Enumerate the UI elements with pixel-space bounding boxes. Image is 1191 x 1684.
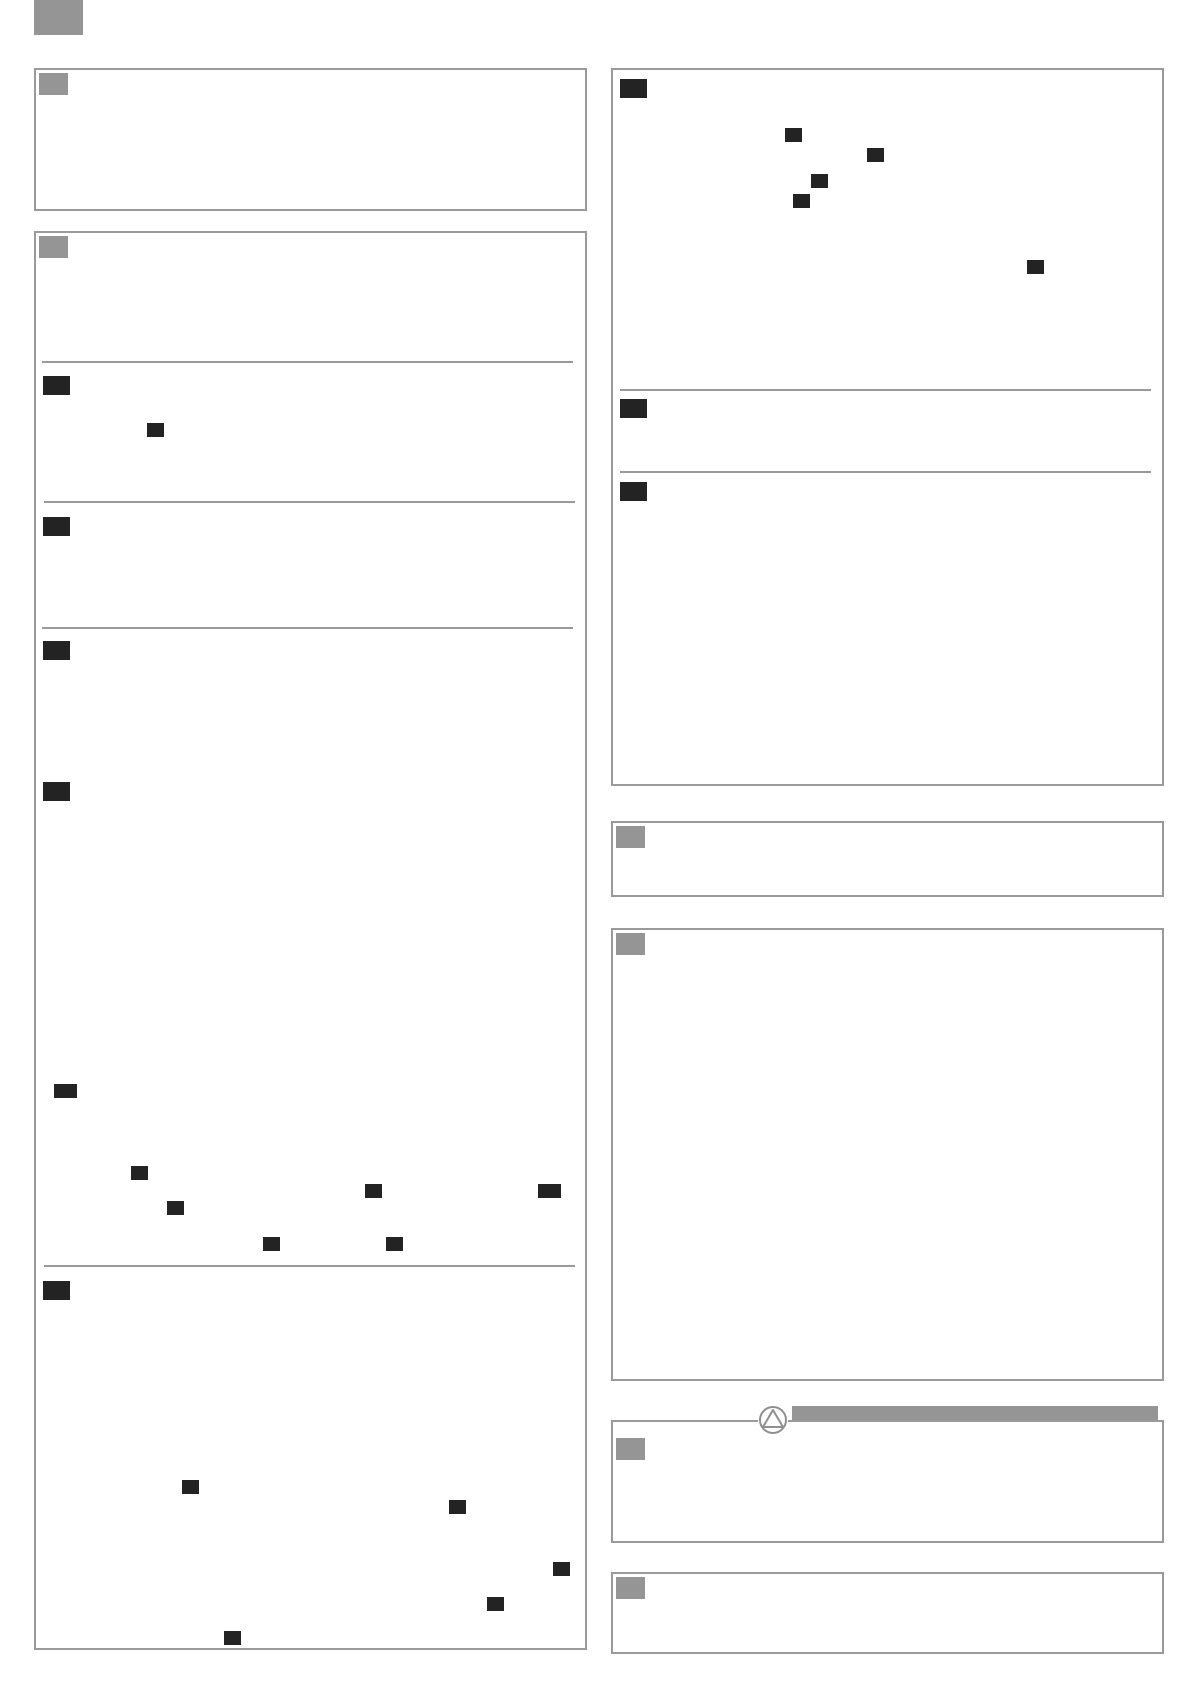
section-divider (42, 627, 573, 629)
section-marker (43, 641, 70, 660)
section-divider (620, 389, 1151, 391)
section-marker (43, 376, 70, 395)
inline-marker (487, 1597, 504, 1611)
inline-marker (182, 1480, 199, 1494)
inline-marker (386, 1237, 403, 1251)
panel-tab (39, 73, 68, 95)
inline-marker (1027, 260, 1044, 274)
page-corner-tab (34, 0, 83, 35)
inline-marker (553, 1562, 570, 1576)
section-marker (43, 1281, 70, 1300)
inline-marker (131, 1166, 148, 1180)
inline-marker (224, 1631, 241, 1645)
inline-marker (793, 194, 810, 208)
panel-tab (39, 236, 68, 258)
inline-marker (811, 174, 828, 188)
panel-left-2 (34, 231, 587, 1650)
panel-tab (616, 933, 645, 955)
inline-marker (54, 1084, 77, 1098)
section-marker (43, 517, 70, 536)
section-divider (620, 471, 1151, 473)
inline-marker (147, 423, 164, 437)
section-marker (620, 482, 647, 501)
inline-marker (867, 148, 884, 162)
panel-right-warning (611, 1420, 1164, 1543)
warning-icon (758, 1405, 788, 1435)
section-marker (620, 79, 647, 98)
panel-tab (616, 826, 645, 848)
inline-marker (365, 1184, 382, 1198)
panel-right-2 (611, 821, 1164, 897)
inline-marker (785, 128, 802, 142)
inline-marker (167, 1201, 184, 1215)
section-divider (44, 1265, 575, 1267)
section-divider (44, 501, 575, 503)
inline-marker (449, 1500, 466, 1514)
panel-tab (616, 1438, 645, 1460)
section-divider (42, 361, 573, 363)
inline-marker (263, 1237, 280, 1251)
section-marker (620, 399, 647, 418)
panel-right-5 (611, 1572, 1164, 1654)
inline-marker (538, 1184, 561, 1198)
panel-right-1 (611, 68, 1164, 786)
panel-right-3 (611, 928, 1164, 1381)
panel-tab (616, 1577, 645, 1599)
panel-left-1 (34, 68, 587, 211)
section-marker (43, 782, 70, 801)
